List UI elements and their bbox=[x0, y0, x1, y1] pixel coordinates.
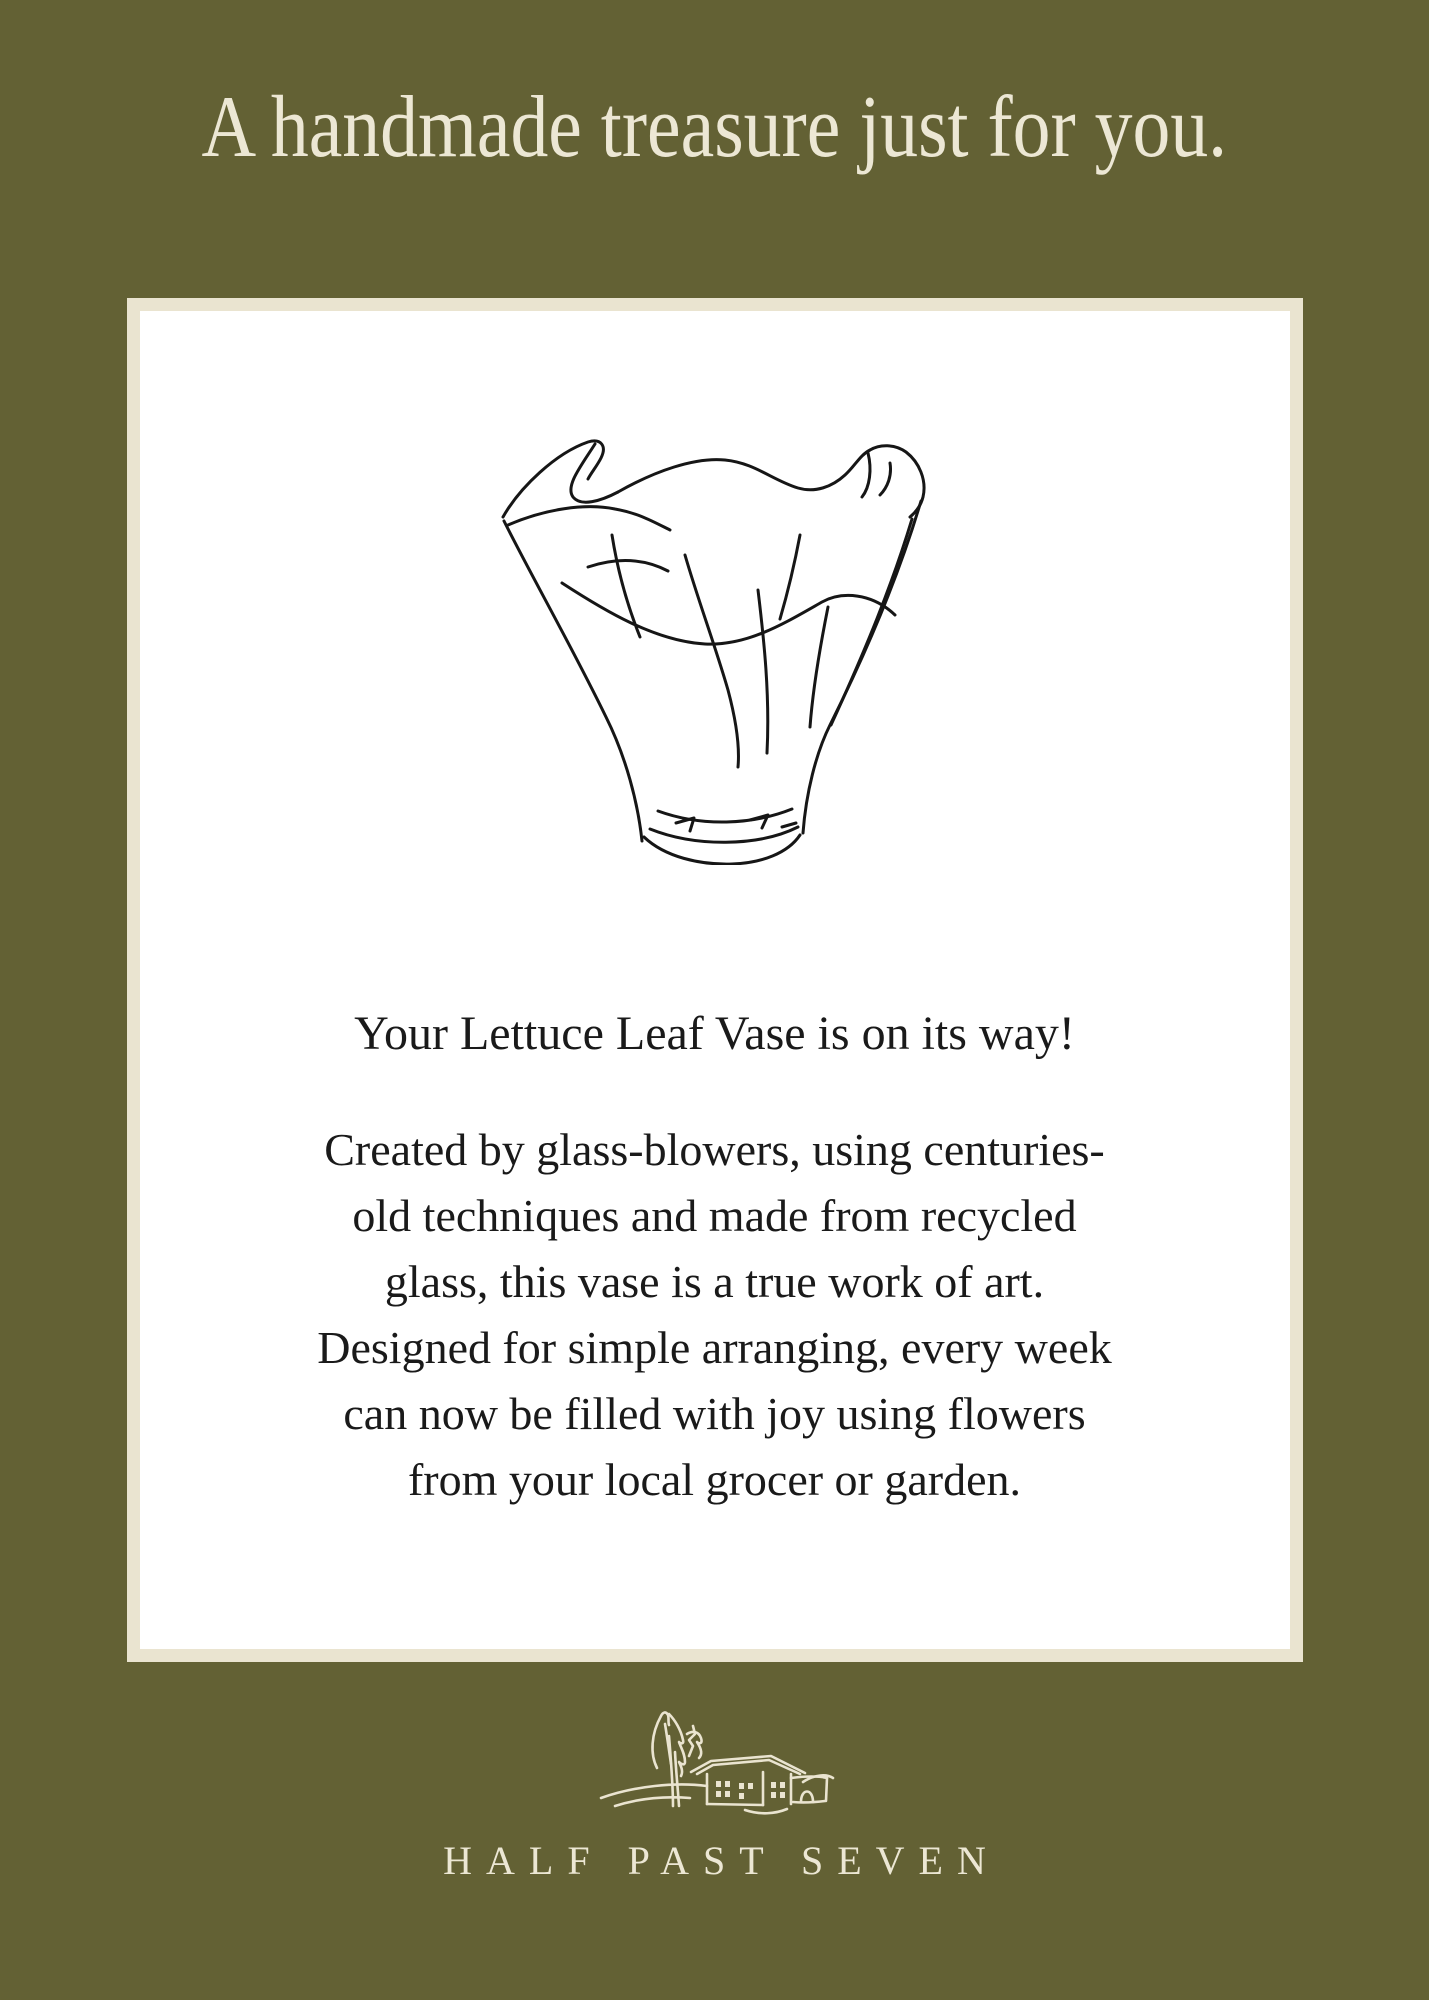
brand-logo-wrap bbox=[0, 1706, 1429, 1831]
content-card-inner bbox=[140, 311, 1290, 1649]
brand-name: HALF PAST SEVEN bbox=[443, 1838, 1000, 1883]
footer bbox=[0, 1706, 1429, 1884]
body-line: Created by glass-blowers, using centuries- bbox=[324, 1124, 1105, 1176]
body-copy bbox=[317, 1117, 1112, 1513]
body-line: can now be filled with joy using flowers bbox=[343, 1388, 1086, 1440]
body-line: Designed for simple arranging, every week bbox=[317, 1322, 1112, 1374]
body-line: old techniques and made from recycled bbox=[352, 1190, 1077, 1242]
body-line: from your local grocer or garden. bbox=[407, 1454, 1022, 1506]
page-title: A handmade treasure just for you. bbox=[201, 79, 1228, 176]
lettuce-leaf-vase-icon bbox=[500, 435, 930, 865]
farmhouse-tree-logo-icon bbox=[595, 1706, 835, 1826]
content-card bbox=[127, 298, 1303, 1662]
page-header bbox=[0, 0, 1429, 176]
shipping-headline: Your Lettuce Leaf Vase is on its way! bbox=[354, 1007, 1075, 1060]
vase-illustration-wrap bbox=[500, 435, 930, 870]
body-line: glass, this vase is a true work of art. bbox=[384, 1256, 1045, 1308]
